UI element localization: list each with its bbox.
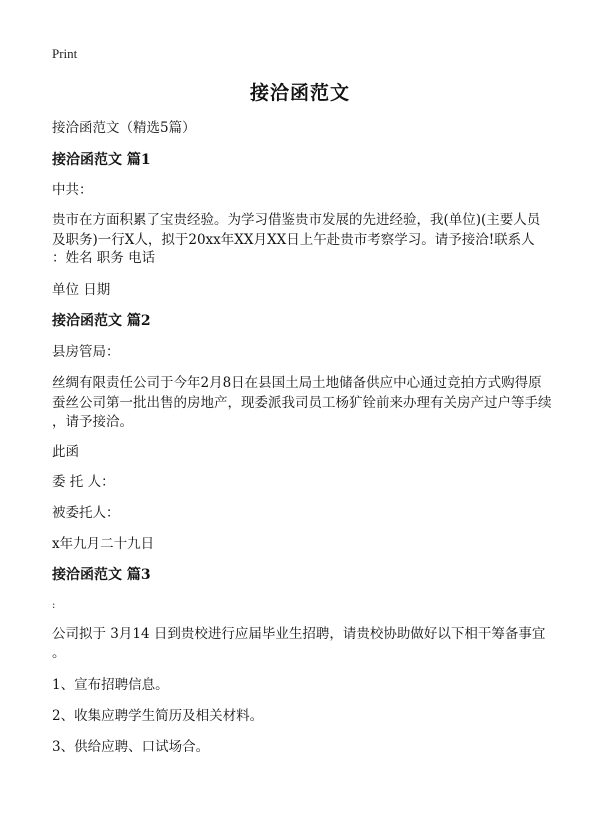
section2-body-line2: 蚕丝公司第一批出售的房地产，现委派我司员工杨犷铨前来办理有关房产过户等手续	[52, 395, 552, 411]
document-subtitle: 接洽函范文（精选5篇）	[52, 120, 196, 136]
section2-date: x年九月二十九日	[52, 536, 155, 552]
section2-entrustor: 委 托 人：	[52, 474, 115, 490]
section2-salutation: 县房管局：	[52, 344, 120, 360]
section3-body-line1: 公司拟于 3月14 日到贵校进行应届毕业生招聘，请贵校协助做好以下相干筹备事宜	[52, 626, 546, 642]
section1-sign: 单位 日期	[52, 282, 111, 298]
section1-body-line2: 及职务)一行X人，拟于20xx年XX月XX日上午赴贵市考察学习。请予接洽!联系人	[52, 232, 535, 248]
print-label[interactable]: Print	[52, 46, 78, 61]
section3-heading: 接洽函范文 篇3	[52, 567, 151, 583]
section2-body-line1: 丝绸有限责任公司于今年2月8日在县国土局土地储备供应中心通过竞拍方式购得原	[52, 375, 542, 391]
section3-mark: :	[52, 600, 56, 611]
section3-item2: 2、收集应聘学生简历及相关材料。	[52, 708, 264, 724]
section1-body-line3: ：姓名 职务 电话	[52, 250, 156, 266]
section1-heading: 接洽函范文 篇1	[52, 152, 151, 168]
section3-item1: 1、宣布招聘信息。	[52, 677, 169, 693]
section2-closing: 此函	[52, 444, 79, 460]
document-title: 接洽函范文	[249, 82, 350, 104]
section1-body-line1: 贵市在方面积累了宝贵经验。为学习借鉴贵市发展的先进经验，我(单位)(主要人员	[52, 212, 541, 228]
section3-body-line2: 。	[52, 645, 66, 661]
section2-entrustee: 被委托人：	[52, 505, 120, 521]
section2-heading: 接洽函范文 篇2	[52, 313, 151, 329]
section2-body-line3: ，请予接洽。	[52, 414, 133, 430]
section1-salutation: 中共：	[52, 182, 93, 198]
section3-item3: 3、供给应聘、口试场合。	[52, 739, 210, 755]
